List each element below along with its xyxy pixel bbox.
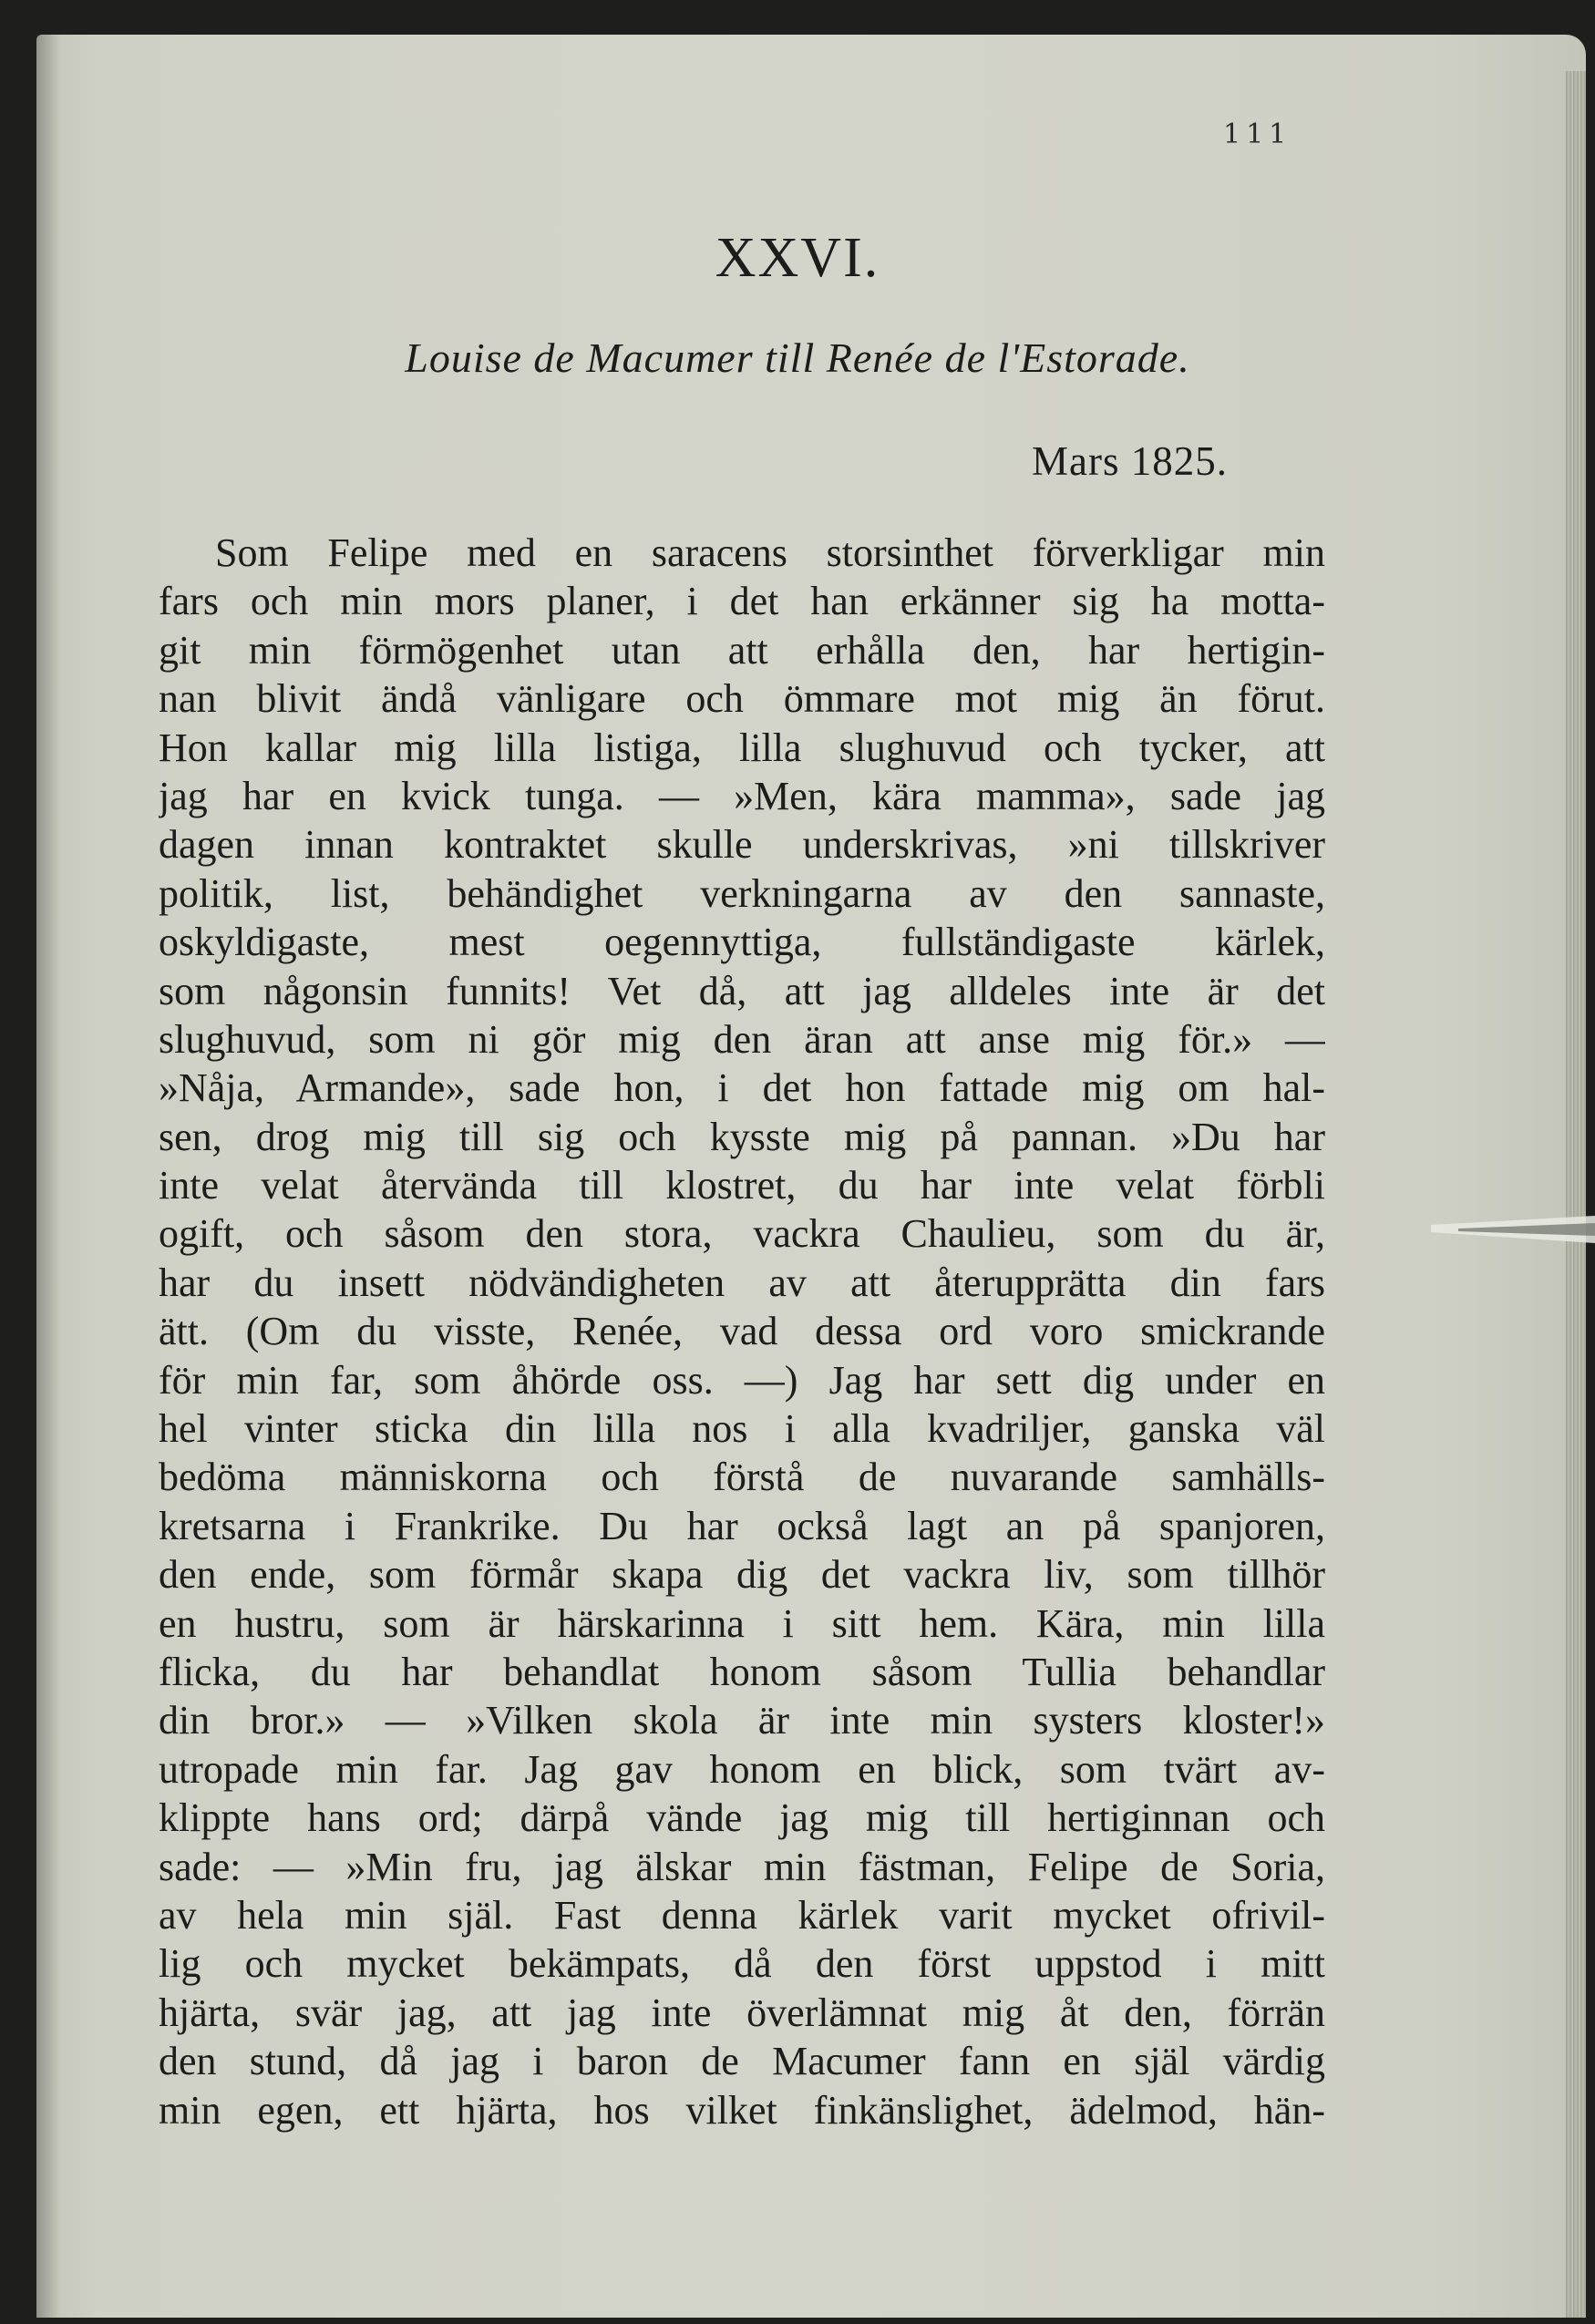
text-line: »Nåja, Armande», sade hon, i det hon fattade mig om hal- bbox=[159, 1065, 1325, 1111]
letter-date: Mars 1825. bbox=[1032, 438, 1228, 484]
text-line: som någonsin funnits! Vet då, att jag alldeles inte är det bbox=[159, 968, 1325, 1013]
text-line: bedöma människorna och förstå de nuvarande samhälls- bbox=[159, 1455, 1325, 1500]
text-line: flicka, du har behandlat honom såsom Tullia behandlar bbox=[159, 1649, 1325, 1694]
page-number: 111 bbox=[1223, 118, 1292, 150]
chapter-title: XXVI. bbox=[715, 227, 880, 289]
text-line: klippte hans ord; därpå vände jag mig till hertiginnan och bbox=[159, 1795, 1325, 1841]
text-line: oskyldigaste, mest oegennyttiga, fullständigaste kärlek, bbox=[159, 920, 1325, 965]
text-line: sen, drog mig till sig och kysste mig på pannan. »Du har bbox=[159, 1114, 1325, 1159]
letter-heading: Louise de Macumer till Renée de l'Estorade. bbox=[405, 334, 1190, 381]
text-line: git min förmögenhet utan att erhålla den, har hertigin- bbox=[159, 627, 1325, 673]
text-line: politik, list, behändighet verkningarna av den sannaste, bbox=[159, 870, 1325, 916]
text-line: har du insett nödvändigheten av att återupprätta din fars bbox=[159, 1260, 1325, 1305]
text-line: kretsarna i Frankrike. Du har också lagt an på spanjoren, bbox=[159, 1503, 1325, 1548]
text-line: jag har en kvick tunga. — »Men, kära mamma», sade jag bbox=[159, 773, 1325, 818]
text-line: din bror.» — »Vilken skola är inte min systers kloster!» bbox=[159, 1698, 1325, 1743]
body-text bbox=[159, 529, 1325, 2134]
text-line: ogift, och såsom den stora, vackra Chaulieu, som du är, bbox=[159, 1211, 1325, 1257]
text-line: den ende, som förmår skapa dig det vackra liv, som tillhör bbox=[159, 1552, 1325, 1598]
text-line: Hon kallar mig lilla listiga, lilla slughuvud och tycker, att bbox=[159, 725, 1325, 770]
text-line: sade: — »Min fru, jag älskar min fästman, Felipe de Soria, bbox=[159, 1844, 1325, 1889]
text-line: hel vinter sticka din lilla nos i alla kvadriljer, ganska väl bbox=[159, 1406, 1325, 1452]
text-line: fars och min mors planer, i det han erkänner sig ha motta- bbox=[159, 579, 1325, 624]
text-line: lig och mycket bekämpats, då den först uppstod i mitt bbox=[159, 1941, 1325, 1987]
text-line: nan blivit ändå vänligare och ömmare mot mig än förut. bbox=[159, 676, 1325, 722]
text-line: Som Felipe med en saracens storsinthet förverkligar min bbox=[215, 530, 1325, 575]
text-line: av hela min själ. Fast denna kärlek varit mycket ofrivil- bbox=[159, 1892, 1325, 1938]
text-line: inte velat återvända till klostret, du har inte velat förbli bbox=[159, 1163, 1325, 1208]
text-line: den stund, då jag i baron de Macumer fann en själ värdig bbox=[159, 2039, 1325, 2084]
text-line: en hustru, som är härskarinna i sitt hem. Kära, min lilla bbox=[159, 1600, 1325, 1646]
text-line: dagen innan kontraktet skulle underskrivas, »ni tillskriver bbox=[159, 822, 1325, 868]
page-edge bbox=[1566, 71, 1586, 2318]
text-line: slughuvud, som ni gör mig den äran att anse mig för.» — bbox=[159, 1016, 1325, 1062]
text-line: min egen, ett hjärta, hos vilket finkänslighet, ädelmod, hän- bbox=[159, 2087, 1325, 2133]
text-line: ätt. (Om du visste, Renée, vad dessa ord voro smickrande bbox=[159, 1309, 1325, 1354]
text-line: hjärta, svär jag, att jag inte överlämnat mig åt den, förrän bbox=[159, 1990, 1325, 2035]
text-line: utropade min far. Jag gav honom en blick, som tvärt av- bbox=[159, 1746, 1325, 1792]
text-line: för min far, som åhörde oss. —) Jag har sett dig under en bbox=[159, 1357, 1325, 1403]
